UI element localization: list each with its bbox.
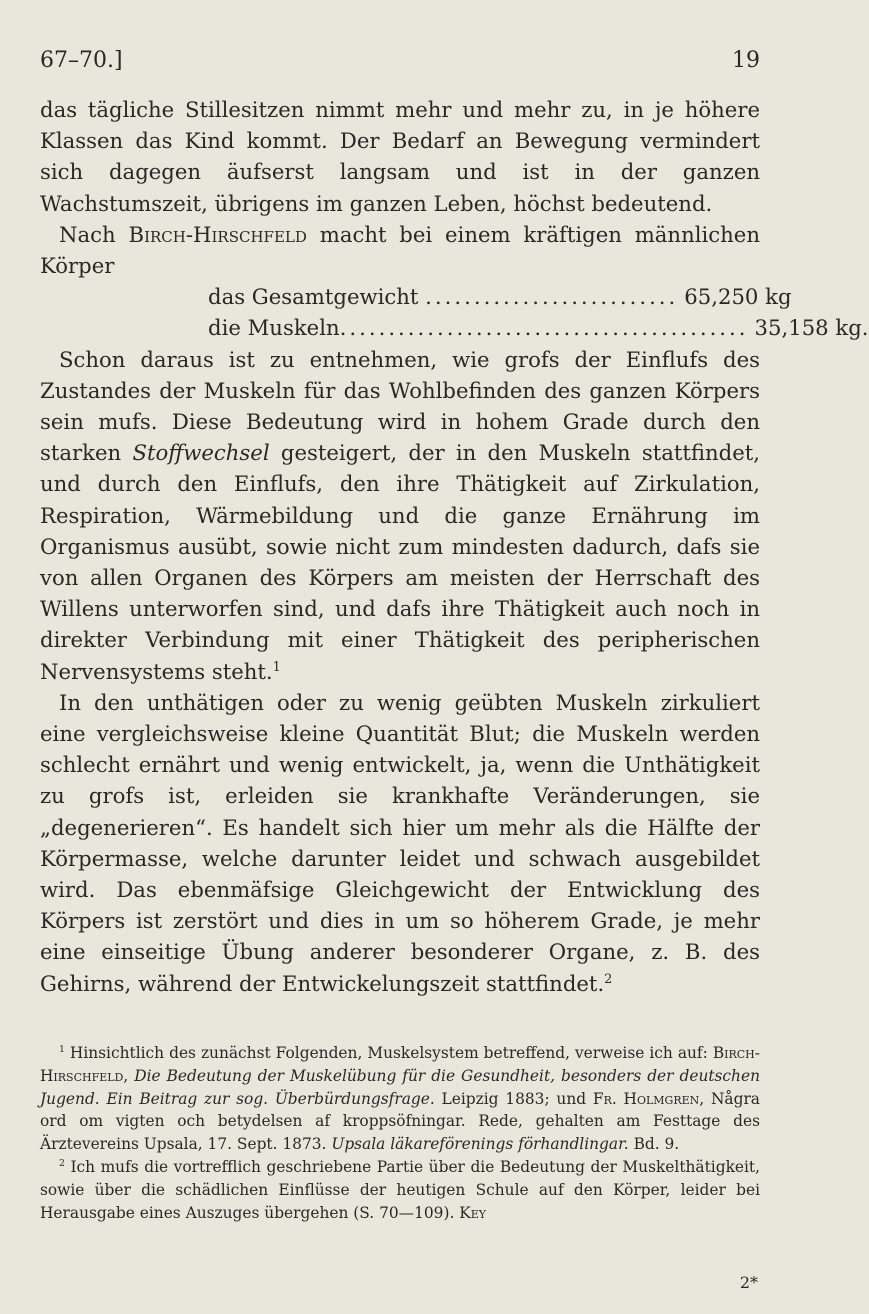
footnotes	[40, 1042, 760, 1224]
paragraph-1: das tägliche Stillesitzen nimmt mehr und mehr zu, in je höhere Klassen das Kind kommt. Der Bedarf an Bewegung vermindert sich dagegen äufserst langsam und ist in der ganzen Wachstumszeit, übrigens im ganzen Leben, höchst bedeutend.	[40, 97, 760, 216]
main-text	[40, 94, 869, 999]
signature-mark: 2*	[739, 1273, 758, 1292]
weight-row-muscles: die Muskeln.......................................... 35,158 kg.	[208, 312, 608, 343]
weights-table	[208, 281, 869, 343]
weight-value-muscles: 35,158 kg.	[754, 315, 869, 341]
footnote-ref-2: 2	[604, 970, 613, 986]
paragraph-3: Schon daraus ist zu entnehmen, wie grofs der Einflufs des Zustandes der Muskeln für das Wohlbefinden des ganzen Körpers sein mufs. Diese Bedeutung wird in hohem Grade durch den starken Stoffwechsel gesteigert, der in den Muskeln stattfindet, und durch den Einflufs, den ihre Thätigkeit auf Zirkulation, Respiration, Wärmebildung und die ganze Ernährung im Organismus ausübt, sowie nicht zum mindesten dadurch, dafs sie von allen Organen des Körpers am meisten der Herrschaft des Willens unterworfen sind, und dafs ihre Thätigkeit auch noch in direkter Verbindung mit einer Thätigkeit des peripherischen Nervensystems steht.$^1$	[40, 346, 760, 684]
weight-value-total: 65,250 kg	[684, 284, 792, 310]
page-number: 19	[732, 48, 760, 73]
weight-row-total: das Gesamtgewicht .......................... 65,250 kg	[208, 281, 608, 312]
footnote-2: $^2$ Ich mufs die vortrefflich geschriebene Partie über die Bedeutung der Muskelthätigkeit, sowie über die schädlichen Einflüsse der heutigen Schule auf den Körper, leider bei Herausgabe eines Auszuges übergehen (S. 70—109). Key	[40, 1157, 760, 1222]
footnote-ref-1: 1	[272, 658, 281, 674]
running-header	[40, 48, 760, 76]
author-name: Birch-Hirschfeld	[128, 221, 307, 247]
emphasis-stoffwechsel: Stoffwechsel	[132, 440, 270, 466]
section-range: 67–70.]	[40, 48, 123, 73]
paragraph-4: In den unthätigen oder zu wenig geübten Muskeln zirkuliert eine vergleichsweise kleine Quantität Blut; die Muskeln werden schlecht ernährt und wenig entwickelt, ja, wenn die Unthätigkeit zu grofs ist, erleiden sie krankhafte Veränderungen, sie „degenerieren“. Es handelt sich hier um mehr als die Hälfte der Körpermasse, welche darunter leidet und schwach ausgebildet wird. Das ebenmäfsige Gleichgewicht der Entwicklung des Körpers ist zerstört und dies in um so höherem Grade, je mehr eine einseitige Übung anderer besonderer Organe, z. B. des Gehirns, während der Entwickelungszeit stattfindet.$^2$	[40, 689, 760, 996]
paragraph-2: Nach Birch-Hirschfeld macht bei einem kräftigen männlichen Körper	[40, 221, 760, 279]
footnote-1: $^1$ Hinsichtlich des zunächst Folgenden, Muskelsystem betreffend, verweise ich auf: Birch-Hirschfeld, Die Bedeutung der Muskelübung für die Gesundheit, besonders der deutschen Jugend. Ein Beitrag zur sog. Überbürdungsfrage. Leipzig 1883; und Fr. Holmgren, Några ord om vigten och betydelsen af kroppsöfningar. Rede, gehalten am Festtage des Ärztevereins Upsala, 17. Sept. 1873. Upsala läkareförenings förhandlingar. Bd. 9.	[40, 1043, 760, 1154]
